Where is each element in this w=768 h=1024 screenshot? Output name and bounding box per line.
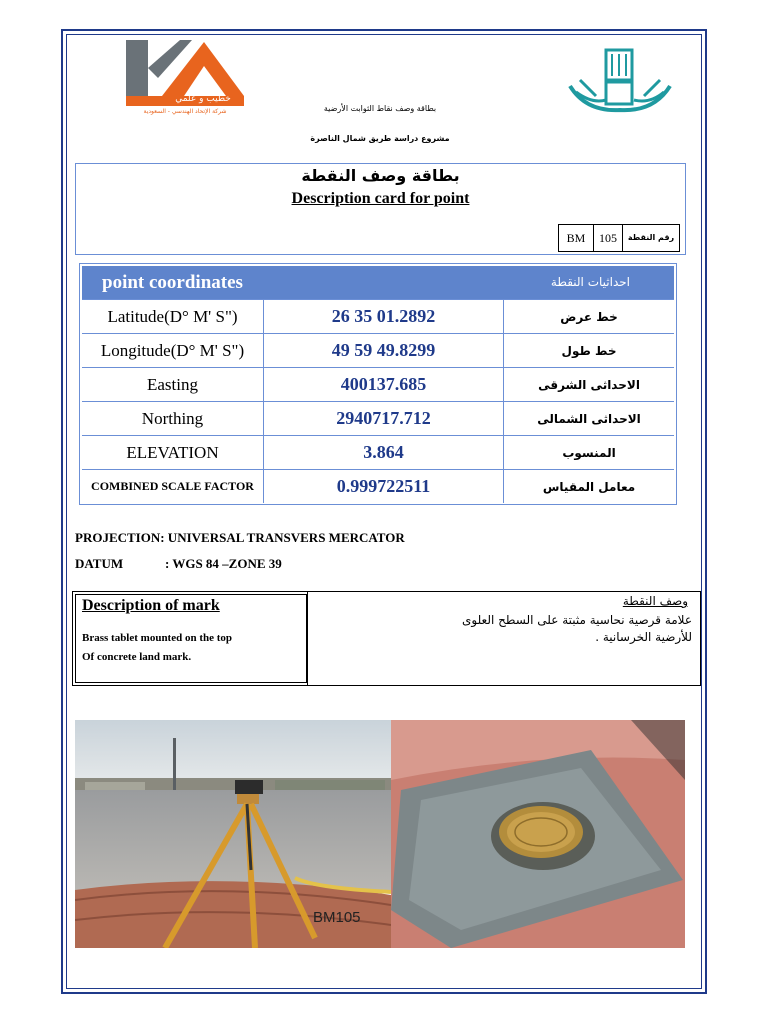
title-box — [75, 163, 686, 255]
description-line-2: Of concrete land mark. — [82, 651, 192, 663]
description-ar — [307, 592, 700, 685]
description-body-ar: علامة قرصية نحاسية مثبتة على السطح العلوى للأرضية الخرسانية . — [461, 613, 692, 644]
table-row — [82, 469, 674, 503]
coordinates-header — [82, 266, 674, 299]
datum-value: : WGS 84 –ZONE 39 — [165, 556, 282, 571]
row-label-en: COMBINED SCALE FACTOR — [82, 470, 264, 503]
point-number-label: رقم النقطة — [627, 233, 675, 242]
point-number: 105 — [594, 225, 623, 251]
row-label-ar: معامل المقياس — [542, 479, 636, 494]
photo-brass-tablet — [391, 720, 685, 948]
title-arabic: بطاقة وصف النقطة — [301, 166, 460, 185]
row-value: 400137.685 — [264, 368, 504, 401]
row-value: 26 35 01.2892 — [264, 300, 504, 333]
logo-left-text: خطيب و علمي — [175, 94, 231, 104]
description-title-ar: وصف النقطة — [622, 594, 688, 608]
row-value: 0.999722511 — [264, 470, 504, 503]
row-label-ar: الاحداثى الشرقى — [538, 377, 640, 392]
table-row — [82, 299, 674, 333]
coordinates-table — [79, 263, 677, 505]
photo-label-bm105: BM105 — [313, 909, 361, 926]
description-box — [72, 591, 701, 686]
row-label-ar: خط طول — [561, 343, 617, 358]
row-label-en: Latitude(D° M' S") — [82, 300, 264, 333]
row-label-en: Northing — [82, 402, 264, 435]
point-number-box — [558, 224, 680, 252]
company-logo-left — [122, 38, 250, 124]
municipality-logo-right — [566, 46, 674, 118]
header-line-2: مشروع دراسة طريق شمال الناصرة — [310, 134, 450, 143]
datum-label: DATUM — [75, 556, 124, 571]
table-row — [82, 367, 674, 401]
row-label-en: ELEVATION — [82, 436, 264, 469]
title-english: Description card for point — [291, 190, 470, 207]
row-value: 3.864 — [264, 436, 504, 469]
row-value: 49 59 49.8299 — [264, 334, 504, 367]
description-line-1: Brass tablet mounted on the top — [82, 632, 233, 644]
header-line-1: بطاقة وصف نقاط الثوابت الأرضية — [323, 104, 437, 113]
row-label-ar: خط عرض — [560, 309, 618, 324]
row-value: 2940717.712 — [264, 402, 504, 435]
row-label-en: Easting — [82, 368, 264, 401]
photo-tripod — [75, 720, 391, 948]
table-row — [82, 401, 674, 435]
projection-line: PROJECTION: UNIVERSAL TRANSVERS MERCATOR — [75, 530, 405, 545]
point-prefix: BM — [559, 225, 594, 251]
table-row — [82, 435, 674, 469]
logo-left-subtext: شركة الإتحاد الهندسي - السعودية — [143, 108, 227, 115]
coordinates-header-ar: احداثيات النقطة — [550, 275, 630, 289]
description-title-en: Description of mark — [82, 597, 220, 614]
datum-line — [75, 556, 282, 572]
row-label-ar: المنسوب — [562, 445, 616, 460]
coordinates-header-en: point coordinates — [102, 272, 243, 293]
row-label-ar: الاحداثى الشمالى — [537, 411, 641, 426]
row-label-en: Longitude(D° M' S") — [82, 334, 264, 367]
table-row — [82, 333, 674, 367]
description-en — [75, 594, 307, 683]
